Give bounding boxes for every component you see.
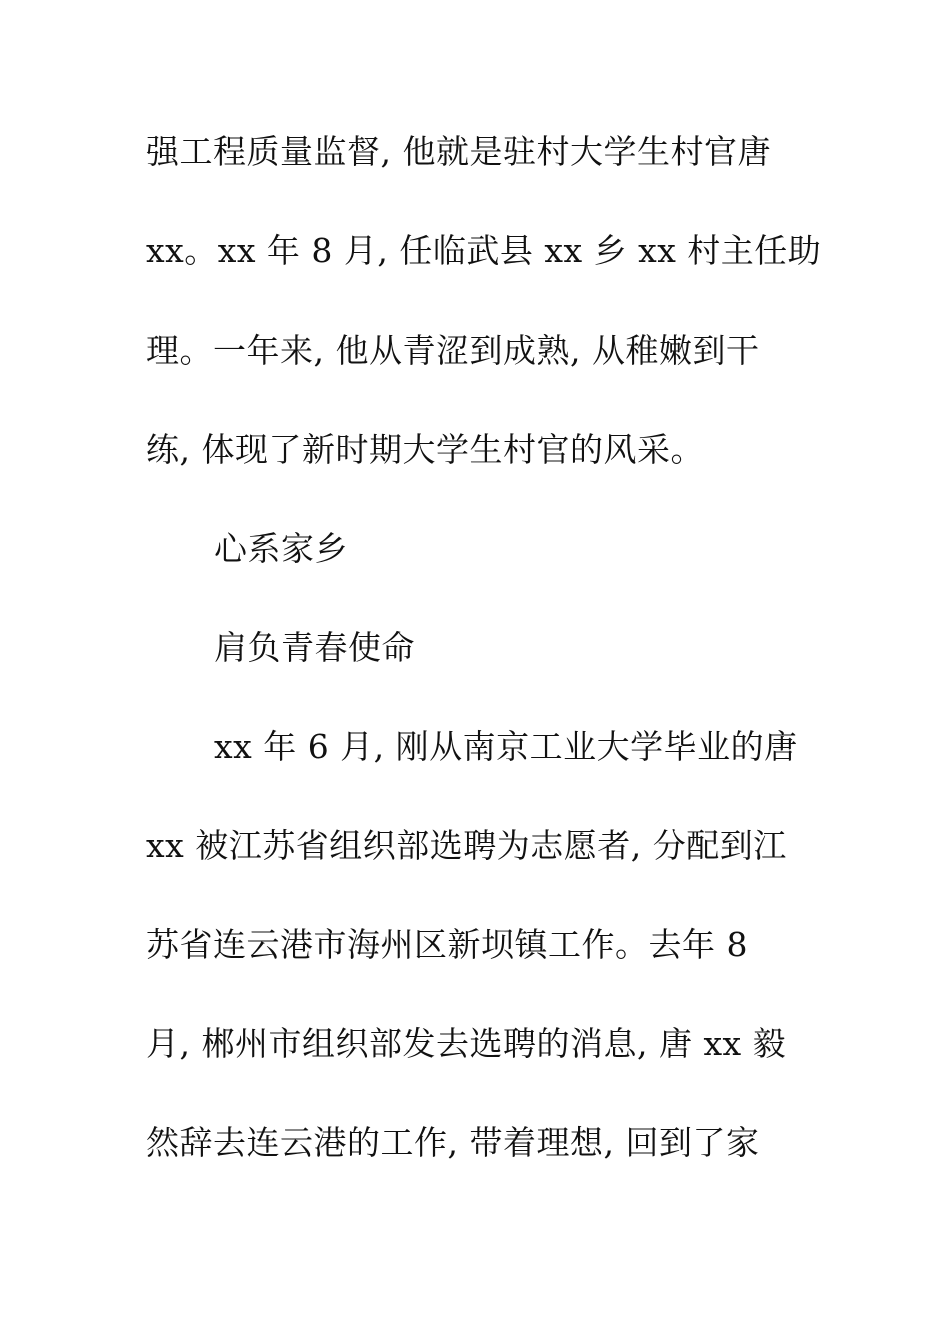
paragraph-line: 苏省连云港市海州区新坝镇工作。去年 8 [146, 925, 748, 964]
paragraph-line: 强工程质量监督, 他就是驻村大学生村官唐 [146, 132, 771, 171]
section-subheading: 肩负青春使命 [214, 628, 415, 667]
paragraph-line: xx 年 6 月, 刚从南京工业大学毕业的唐 [214, 727, 798, 766]
paragraph-line: 练, 体现了新时期大学生村官的风采。 [146, 430, 704, 469]
paragraph-line: 然辞去连云港的工作, 带着理想, 回到了家 [146, 1123, 760, 1162]
paragraph-line: 月, 郴州市组织部发去选聘的消息, 唐 xx 毅 [146, 1024, 787, 1063]
paragraph-line: 理。一年来, 他从青涩到成熟, 从稚嫩到干 [146, 331, 760, 370]
section-heading: 心系家乡 [214, 529, 348, 568]
paragraph-line: xx。xx 年 8 月, 任临武县 xx 乡 xx 村主任助 [146, 231, 822, 270]
paragraph-line: xx 被江苏省组织部选聘为志愿者, 分配到江 [146, 826, 787, 865]
